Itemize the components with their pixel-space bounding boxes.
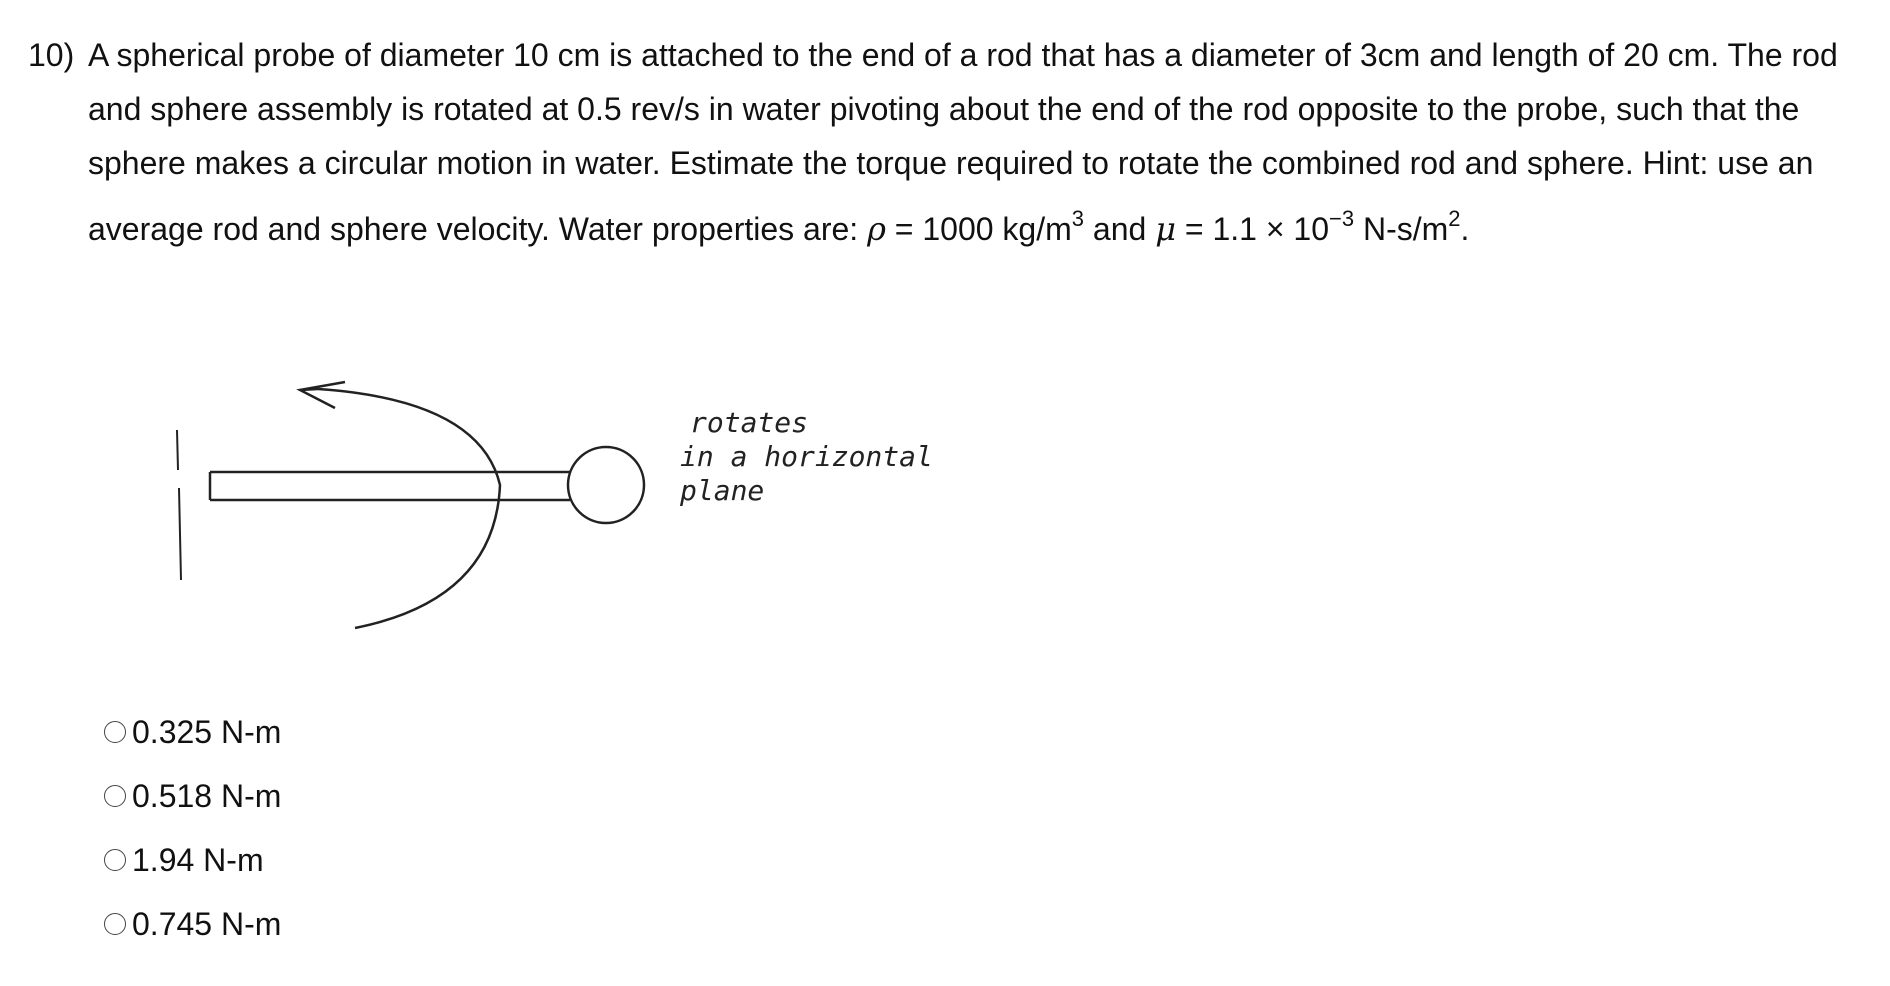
question-block <box>28 28 1858 260</box>
radio-button[interactable] <box>104 785 126 807</box>
rho-exponent: 3 <box>1071 206 1085 231</box>
probe-sphere <box>568 447 644 523</box>
mu-unit-exponent: 2 <box>1448 206 1461 231</box>
option-3[interactable] <box>104 828 281 892</box>
rotation-arc <box>318 389 500 628</box>
properties-prefix: average rod and sphere velocity. Water properties are: <box>88 211 868 247</box>
rod-outline <box>210 472 570 500</box>
question-line-1: A spherical probe of diameter 10 cm is attached to the end of a rod that has a diameter of 3cm and length of 20 cm. The rod <box>88 37 1838 73</box>
radio-button[interactable] <box>104 721 126 743</box>
annotation-line-2: in a horizontal <box>680 440 933 473</box>
radio-button[interactable] <box>104 849 126 871</box>
rho-value: = 1000 kg/m <box>885 211 1072 247</box>
annotation-line-3: plane <box>680 474 765 507</box>
option-label: 0.518 N-m <box>132 777 282 814</box>
answer-options <box>104 700 281 956</box>
mu-value: = 1.1 × 10 <box>1175 211 1329 247</box>
pivot-axis-line <box>177 430 181 580</box>
option-label: 0.745 N-m <box>132 905 282 942</box>
option-4[interactable] <box>104 892 281 956</box>
mu-unit: N-s/m <box>1354 211 1449 247</box>
rotation-arrowhead <box>300 382 345 408</box>
line-end: . <box>1460 211 1470 247</box>
question-line-4 <box>88 202 1858 260</box>
question-text <box>88 28 1858 260</box>
question-line-2: and sphere assembly is rotated at 0.5 rev/s in water pivoting about the end of the rod opposite to the probe, such that the <box>88 91 1800 127</box>
option-label: 0.325 N-m <box>132 713 282 750</box>
option-1[interactable] <box>104 700 281 764</box>
annotation-line-1: rotates <box>690 406 809 439</box>
question-line-3: sphere makes a circular motion in water. Estimate the torque required to rotate the combined rod and sphere. Hint: use an <box>88 145 1814 181</box>
question-number: 10) <box>28 37 75 73</box>
probe-rod-sketch <box>150 360 1030 660</box>
option-2[interactable] <box>104 764 281 828</box>
probe-rod-figure <box>150 360 1030 660</box>
mu-symbol: μ <box>1155 210 1176 248</box>
question-row <box>28 28 1858 260</box>
option-label: 1.94 N-m <box>132 841 264 878</box>
radio-button[interactable] <box>104 913 126 935</box>
rho-symbol: ρ <box>867 210 886 248</box>
mu-exponent: −3 <box>1329 206 1355 231</box>
and-text: and <box>1084 211 1156 247</box>
